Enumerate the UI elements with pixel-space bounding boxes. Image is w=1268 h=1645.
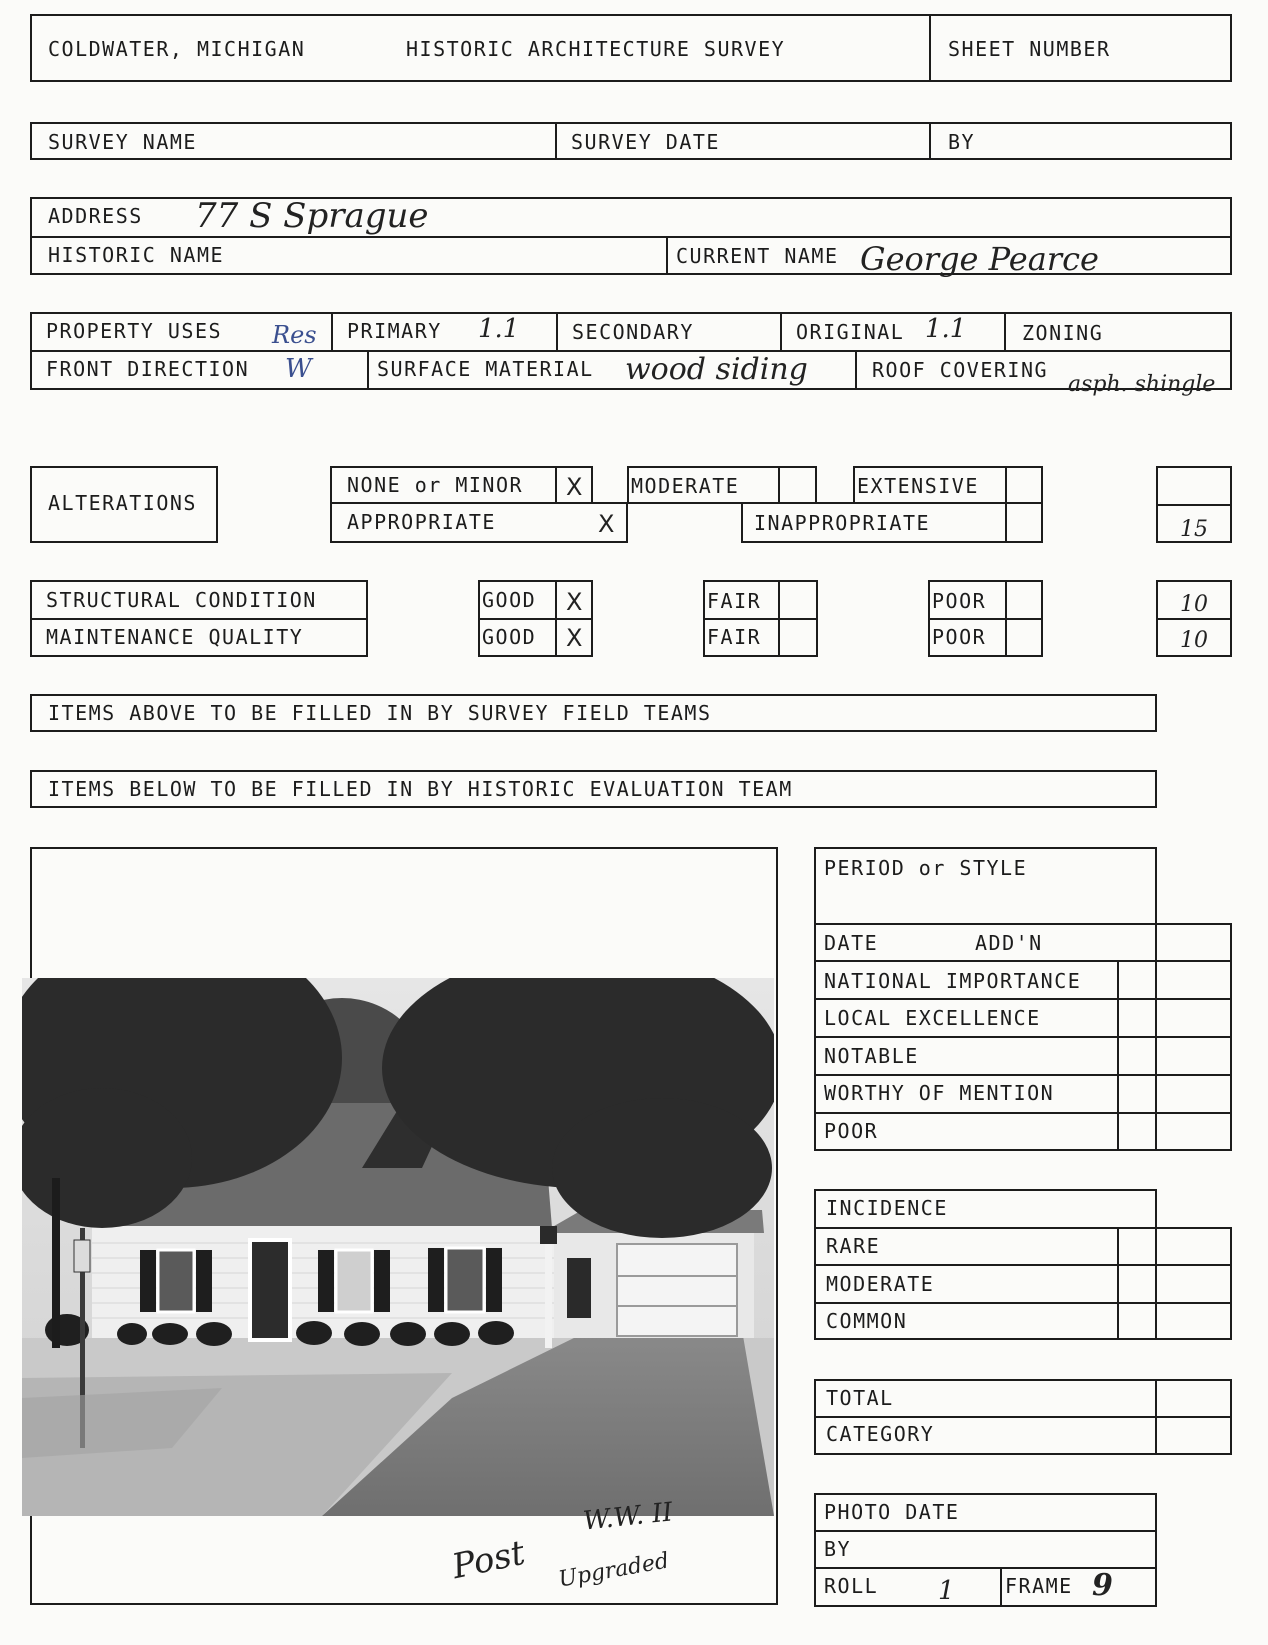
- incidence-col-divider: [1117, 1227, 1119, 1340]
- structural-poor-label: POOR: [932, 589, 987, 613]
- eval-line-3: [814, 1036, 1232, 1038]
- eval-row-poor: POOR: [824, 1119, 879, 1143]
- photo-by-label: BY: [824, 1537, 852, 1561]
- address-divider: [30, 236, 1232, 238]
- moderate-divider: [778, 466, 780, 504]
- category-label: CATEGORY: [826, 1422, 935, 1446]
- alterations-score: 15: [1180, 517, 1208, 542]
- eval-row-local: LOCAL EXCELLENCE: [824, 1006, 1041, 1030]
- survey-divider-1: [555, 122, 557, 160]
- eval-line-1: [814, 960, 1232, 962]
- incidence-line-1: [814, 1264, 1232, 1266]
- house-photo: [22, 978, 774, 1516]
- survey-name-label: SURVEY NAME: [48, 130, 197, 154]
- front-direction-label: FRONT DIRECTION: [46, 357, 250, 381]
- structural-condition-label: STRUCTURAL CONDITION: [46, 588, 317, 612]
- property-divider-f: [855, 350, 857, 390]
- property-divider-a: [331, 312, 333, 350]
- fair-divider-h: [703, 618, 818, 620]
- eval-score-divider: [1155, 923, 1157, 1151]
- condition-score-divider: [1156, 618, 1232, 620]
- property-divider-b: [556, 312, 558, 350]
- period-style-label: PERIOD or STYLE: [824, 856, 1028, 880]
- header-city: COLDWATER, MICHIGAN: [48, 37, 306, 61]
- totals-divider-v: [1155, 1379, 1157, 1455]
- structural-score: 10: [1180, 592, 1208, 617]
- incidence-common: COMMON: [826, 1309, 908, 1333]
- incidence-score-divider: [1155, 1227, 1157, 1340]
- property-uses-label: PROPERTY USES: [46, 319, 223, 343]
- roof-covering-value: asph. shingle: [1068, 372, 1216, 397]
- extensive-label: EXTENSIVE: [857, 474, 979, 498]
- date-label: DATE: [824, 931, 879, 955]
- zoning-label: ZONING: [1022, 321, 1104, 345]
- property-divider-e: [367, 350, 369, 390]
- structural-good-label: GOOD: [482, 588, 537, 612]
- eval-line-2: [814, 998, 1232, 1000]
- inappropriate-label: INAPPROPRIATE: [754, 511, 931, 535]
- good-divider-h: [478, 618, 593, 620]
- frame-label: FRAME: [1005, 1574, 1073, 1598]
- header-title: HISTORIC ARCHITECTURE SURVEY: [406, 37, 786, 61]
- primary-value: 1.1: [478, 314, 520, 344]
- total-label: TOTAL: [826, 1386, 894, 1410]
- frame-divider: [1000, 1567, 1002, 1607]
- poor-divider-h: [928, 618, 1043, 620]
- eval-row-national: NATIONAL IMPORTANCE: [824, 969, 1082, 993]
- survey-by-label: BY: [948, 130, 976, 154]
- handwritten-note-1: Post: [448, 1532, 529, 1588]
- totals-divider-h: [814, 1416, 1232, 1418]
- appropriate-mark: X: [598, 510, 615, 538]
- eval-line-4: [814, 1074, 1232, 1076]
- note-above: ITEMS ABOVE TO BE FILLED IN BY SURVEY FIELD TEAMS: [48, 701, 712, 725]
- incidence-moderate: MODERATE: [826, 1272, 935, 1296]
- front-direction-value: W: [285, 354, 312, 384]
- condition-label-divider: [30, 618, 368, 620]
- none-minor-mark: X: [566, 473, 583, 501]
- current-name-label: CURRENT NAME: [676, 244, 839, 268]
- alterations-score-divider: [1156, 504, 1232, 506]
- historic-name-label: HISTORIC NAME: [48, 243, 225, 267]
- current-name-value: George Pearce: [860, 240, 1099, 278]
- surface-material-label: SURFACE MATERIAL: [377, 357, 594, 381]
- note-below: ITEMS BELOW TO BE FILLED IN BY HISTORIC EVALUATION TEAM: [48, 777, 793, 801]
- secondary-label: SECONDARY: [572, 320, 694, 344]
- eval-row-worthy: WORTHY OF MENTION: [824, 1081, 1055, 1105]
- primary-label: PRIMARY: [347, 319, 442, 343]
- none-minor-divider: [555, 466, 557, 504]
- property-uses-value: Res: [272, 321, 317, 349]
- maintenance-good-mark: X: [566, 624, 583, 652]
- eval-row-notable: NOTABLE: [824, 1044, 919, 1068]
- address-label: ADDRESS: [48, 204, 143, 228]
- handwritten-note-3: Upgraded: [556, 1548, 671, 1593]
- fair-divider-v: [778, 580, 780, 657]
- incidence-rare: RARE: [826, 1234, 881, 1258]
- roll-label: ROLL: [824, 1574, 879, 1598]
- frame-value: 9: [1092, 1568, 1113, 1603]
- original-value: 1.1: [925, 314, 967, 344]
- roll-value: 1: [938, 1576, 955, 1606]
- photo-info-line-1: [814, 1530, 1157, 1532]
- moderate-label: MODERATE: [631, 474, 740, 498]
- photo-date-label: PHOTO DATE: [824, 1500, 960, 1524]
- good-divider-v: [555, 580, 557, 657]
- property-divider-c: [780, 312, 782, 350]
- maintenance-fair-label: FAIR: [707, 625, 762, 649]
- structural-fair-label: FAIR: [707, 589, 762, 613]
- incidence-line-2: [814, 1302, 1232, 1304]
- survey-date-label: SURVEY DATE: [571, 130, 720, 154]
- original-label: ORIGINAL: [796, 320, 905, 344]
- sheet-number-label: SHEET NUMBER: [948, 37, 1111, 61]
- current-name-divider: [666, 236, 668, 275]
- roof-covering-label: ROOF COVERING: [872, 358, 1049, 382]
- surface-material-value: wood siding: [625, 352, 808, 387]
- structural-good-mark: X: [566, 588, 583, 616]
- incidence-label: INCIDENCE: [826, 1196, 948, 1220]
- survey-divider-2: [929, 122, 931, 160]
- date-value: ADD'N: [975, 931, 1043, 955]
- address-value: 77 S Sprague: [195, 196, 429, 236]
- alterations-label: ALTERATIONS: [48, 491, 197, 515]
- header-divider: [929, 14, 931, 82]
- none-minor-label: NONE or MINOR: [347, 473, 524, 497]
- handwritten-note-2: W.W. II: [581, 1497, 675, 1537]
- appropriate-label: APPROPRIATE: [347, 510, 496, 534]
- eval-line-5: [814, 1112, 1232, 1114]
- maintenance-quality-label: MAINTENANCE QUALITY: [46, 625, 304, 649]
- maintenance-poor-label: POOR: [932, 625, 987, 649]
- maintenance-good-label: GOOD: [482, 625, 537, 649]
- maintenance-score: 10: [1180, 628, 1208, 653]
- property-divider-d: [1004, 312, 1006, 350]
- eval-column-divider: [1117, 960, 1119, 1151]
- poor-divider-v: [1005, 580, 1007, 657]
